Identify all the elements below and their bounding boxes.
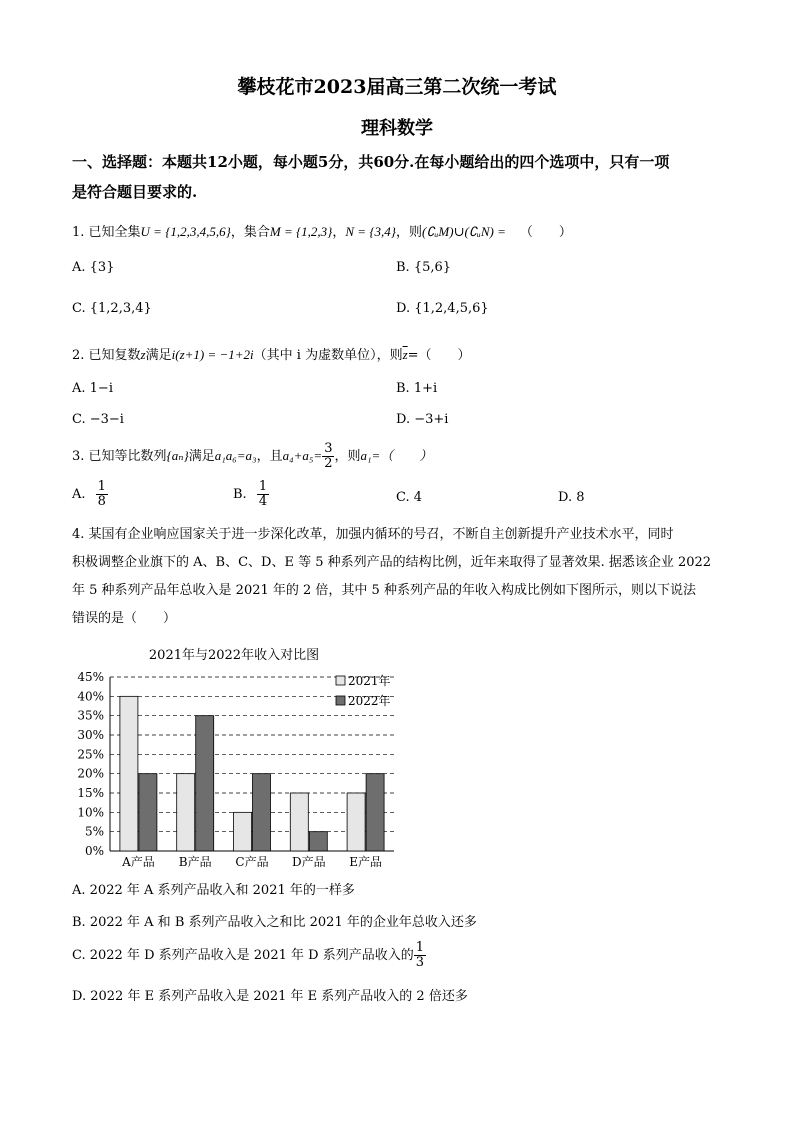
x-tick-label: C产品 xyxy=(235,855,269,869)
q3-fraction-den: 2 xyxy=(324,456,333,471)
q4-line-1: 4. 某国有企业响应国家关于进一步深化改革，加强内循环的号召，不断自主创新提升产业技术水平，同时 xyxy=(72,527,674,542)
y-tick-label: 30% xyxy=(77,728,104,742)
x-tick-label: D产品 xyxy=(291,855,326,869)
q3-option-a-num: 1 xyxy=(97,479,106,494)
section-line-2: 是符合题目要求的. xyxy=(72,183,198,201)
q1-mid2: ，则 xyxy=(395,225,422,240)
q3-option-a-label: A. xyxy=(72,487,86,502)
q3-option-b-label: B. xyxy=(233,487,247,502)
q1-option-b: B. {5,6} xyxy=(396,260,452,275)
q1-option-a: A. {3} xyxy=(72,260,115,275)
q4-option-c-den: 3 xyxy=(415,955,424,970)
chart-title: 2021年与2022年收入对比图 xyxy=(148,648,320,663)
q2-prefix: 2. 已知复数 xyxy=(72,348,141,363)
q2-note: （其中 i 为虚数单位），则 xyxy=(253,348,403,363)
q2-option-d: D. −3+i xyxy=(396,412,449,427)
y-tick-label: 45% xyxy=(77,670,104,684)
q1-mid1: ，集合 xyxy=(230,225,270,240)
q4-option-c-num: 1 xyxy=(415,940,424,955)
q1-option-c: C. {1,2,3,4} xyxy=(72,301,152,316)
exam-subject: 理科数学 xyxy=(361,118,433,139)
section-line-1: 一、选择题：本题共12小题，每小题5分，共60分.在每小题给出的四个选项中，只有一项 xyxy=(72,153,670,171)
chart-legend xyxy=(336,673,391,708)
q3-option-b xyxy=(233,480,269,509)
q3-sequence: {aₙ} xyxy=(166,448,189,463)
chart-x-axis xyxy=(121,854,382,869)
q3-fraction xyxy=(322,442,334,471)
y-tick-label: 15% xyxy=(77,786,104,800)
bar-2021年-C产品 xyxy=(234,812,252,851)
q4-line-2: 积极调整企业旗下的 A、B、C、D、E 等 5 种系列产品的结构比例，近年来取得了显著效果. 据悉该企业 2022 xyxy=(72,555,712,570)
q3-condition-2: a₄+a₅= xyxy=(282,448,323,463)
q3-mid: 满足 xyxy=(188,449,215,464)
y-tick-label: 35% xyxy=(77,708,104,723)
q1-option-d: D. {1,2,4,5,6} xyxy=(396,301,489,316)
q4-option-d: D. 2022 年 E 系列产品收入是 2021 年 E 系列产品收入的 2 倍还多 xyxy=(72,989,468,1004)
y-tick-label: 40% xyxy=(77,689,104,704)
q3-tail: ，则 xyxy=(334,449,361,464)
q1-prefix: 1. 已知全集 xyxy=(72,225,141,240)
q3-option-b-fraction xyxy=(257,480,269,509)
question-3-stem xyxy=(72,438,432,475)
q2-tail: =（ ） xyxy=(407,348,471,363)
x-tick-label: A产品 xyxy=(122,855,155,869)
q3-prefix: 3. 已知等比数列 xyxy=(72,449,167,464)
q1-set-n: N = {3,4} xyxy=(345,224,396,239)
q2-option-c: C. −3−i xyxy=(72,412,124,427)
question-4-stem xyxy=(72,521,732,633)
q2-variable: z xyxy=(140,347,146,362)
q1-sep: ， xyxy=(332,225,346,240)
bar-2022年-B产品 xyxy=(196,716,214,851)
q2-equation: i(z+1) = −1+2i xyxy=(171,347,254,362)
q3-option-a-den: 8 xyxy=(97,494,106,509)
q3-option-a xyxy=(72,480,108,509)
bar-2021年-E产品 xyxy=(347,793,365,851)
y-tick-label: 5% xyxy=(84,824,104,839)
q1-universal-set: U = {1,2,3,4,5,6} xyxy=(140,224,231,239)
y-tick-label: 25% xyxy=(77,747,104,762)
bar-2021年-D产品 xyxy=(290,793,308,851)
y-tick-label: 0% xyxy=(84,844,104,858)
legend-label: 2021年 xyxy=(348,674,391,688)
y-tick-label: 20% xyxy=(77,766,104,781)
q4-option-b: B. 2022 年 A 和 B 系列产品收入之和比 2021 年的企业年总收入还多 xyxy=(72,915,477,930)
q2-mid: 满足 xyxy=(145,348,172,363)
x-tick-label: B产品 xyxy=(178,855,212,869)
q3-option-a-fraction xyxy=(96,480,108,509)
q1-paren: （ ） xyxy=(519,225,572,240)
legend-label: 2022年 xyxy=(348,694,391,708)
question-1-stem xyxy=(72,221,572,240)
bar-2021年-A产品 xyxy=(120,696,138,851)
q4-option-c xyxy=(72,938,426,974)
q4-option-c-fraction xyxy=(414,941,426,970)
q2-conjugate: $\overline{z}$ xyxy=(402,347,408,362)
q1-set-m: M = {1,2,3} xyxy=(269,224,333,239)
q3-option-b-num: 1 xyxy=(258,479,268,494)
income-comparison-chart xyxy=(66,640,406,872)
legend-swatch xyxy=(336,696,345,705)
q4-option-c-text: C. 2022 年 D 系列产品收入是 2021 年 D 系列产品收入的 xyxy=(72,948,414,963)
x-tick-label: E产品 xyxy=(349,855,382,869)
q3-mid2: ，且 xyxy=(256,449,283,464)
bar-2022年-E产品 xyxy=(366,774,384,851)
bar-2022年-A产品 xyxy=(139,774,157,851)
q3-fraction-num: 3 xyxy=(324,441,333,456)
q4-option-a: A. 2022 年 A 系列产品收入和 2021 年的一样多 xyxy=(72,883,355,898)
q3-a1: a₁=（ ） xyxy=(360,448,433,463)
q2-option-a: A. 1−i xyxy=(72,381,113,396)
q4-line-4: 错误的是（ ） xyxy=(72,611,177,626)
q2-option-b: B. 1+i xyxy=(396,381,438,396)
chart-y-axis xyxy=(77,670,104,858)
exam-title: 攀枝花市2023届高三第二次统一考试 xyxy=(237,76,557,98)
q4-line-3: 年 5 种系列产品年总收入是 2021 年的 2 倍，其中 5 种系列产品的年收入构成比例如下图所示，则以下说法 xyxy=(72,583,696,598)
bar-2021年-B产品 xyxy=(177,774,195,851)
legend-swatch xyxy=(336,676,345,685)
q3-option-c: C. 4 xyxy=(396,490,423,505)
bar-2022年-C产品 xyxy=(253,774,271,851)
y-tick-label: 10% xyxy=(77,805,104,820)
question-2-stem xyxy=(72,344,471,363)
q1-expression: (∁ᵤM)∪(∁ᵤN) = xyxy=(422,224,506,239)
q3-option-d: D. 8 xyxy=(558,490,585,505)
bar-2022年-D产品 xyxy=(309,832,327,851)
q3-condition-1: a₁a₆=a₃ xyxy=(214,448,257,463)
section-heading xyxy=(72,147,732,207)
q3-option-b-den: 4 xyxy=(258,494,268,509)
